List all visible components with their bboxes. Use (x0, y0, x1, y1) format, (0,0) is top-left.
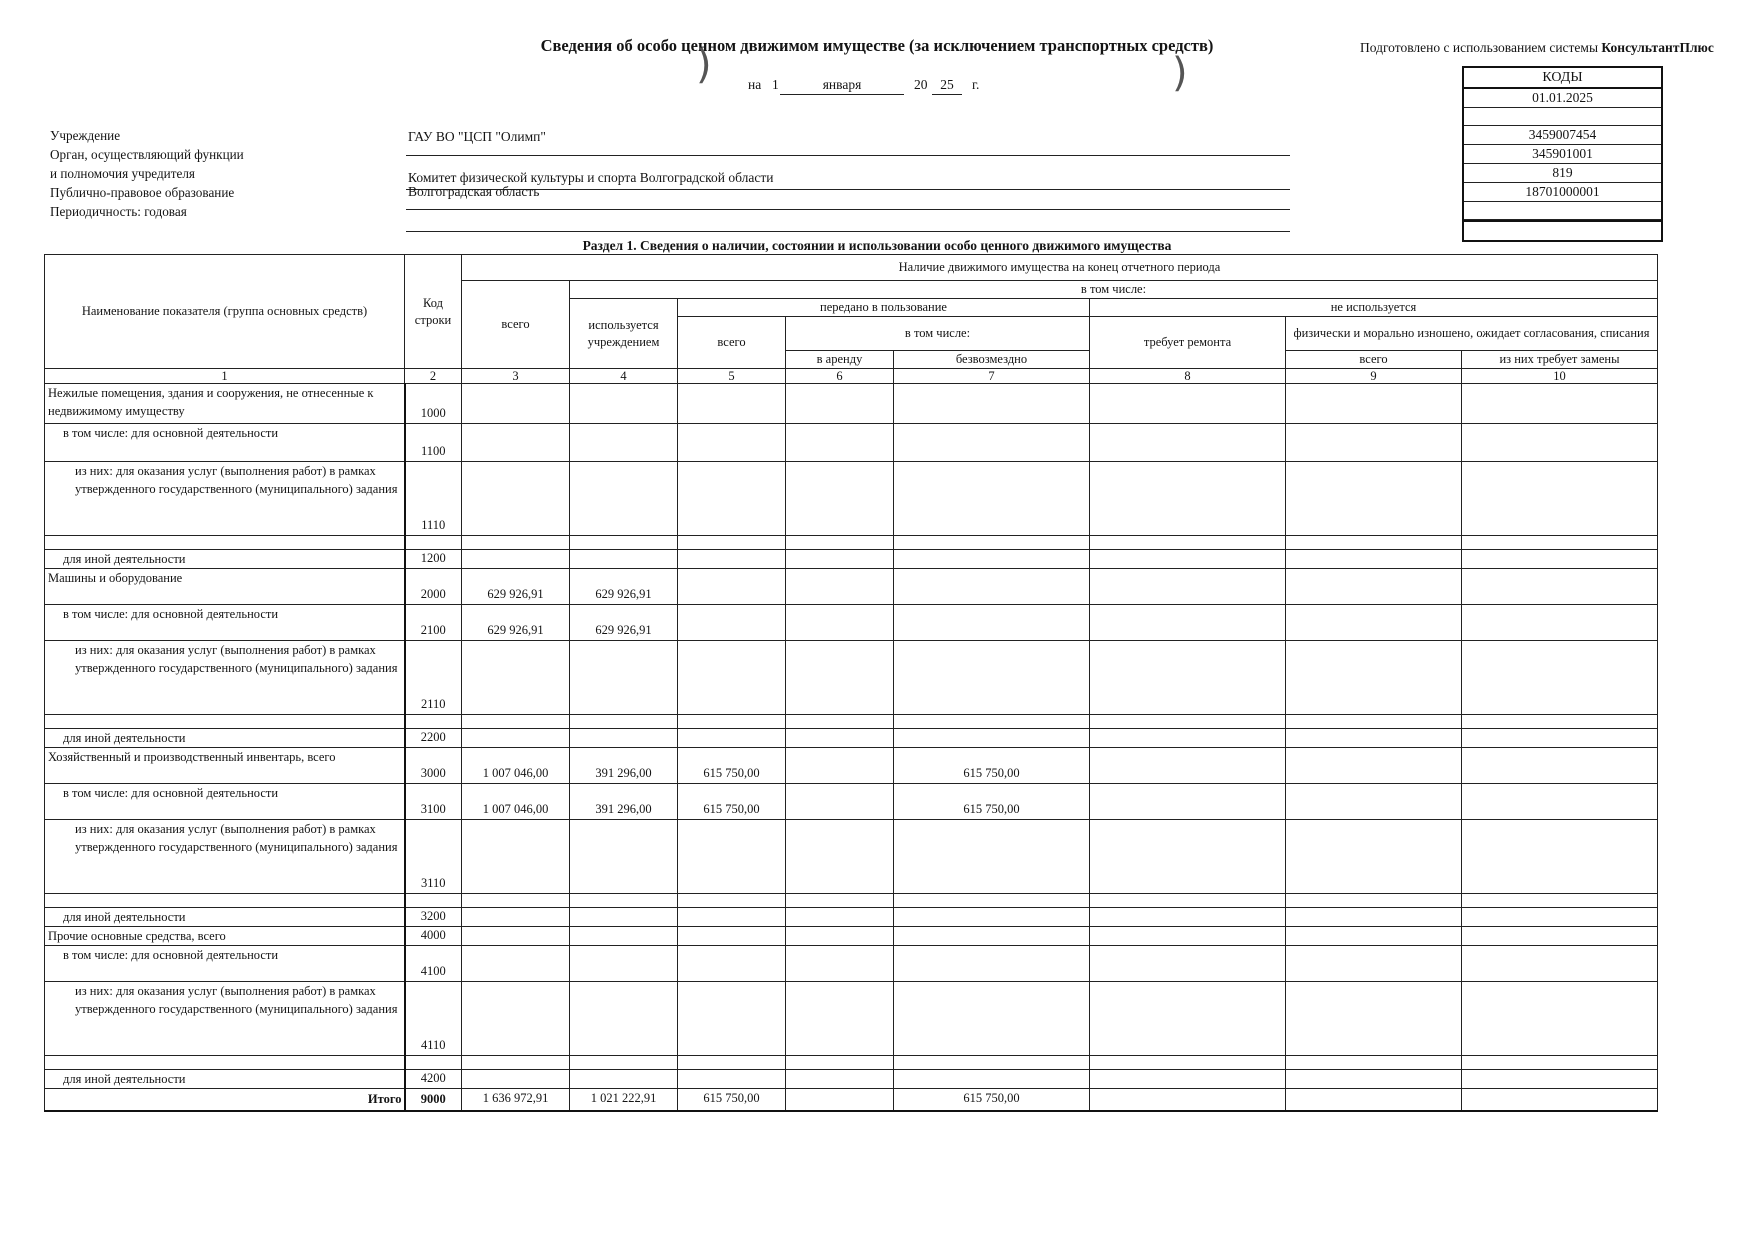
row-value (570, 384, 678, 424)
row-value: 391 296,00 (570, 784, 678, 820)
row-name: в том числе: для основной деятельности (45, 946, 405, 982)
head-tr-incl: в том числе: (786, 317, 1090, 351)
row-value (1090, 982, 1286, 1056)
row-value (678, 729, 786, 748)
row-value (1462, 715, 1658, 729)
table-row (45, 715, 1658, 729)
row-value (570, 894, 678, 908)
table-row (45, 927, 1658, 946)
row-code: 3110 (405, 820, 462, 894)
row-value (786, 715, 894, 729)
row-value (1286, 605, 1462, 641)
row-value (1462, 1056, 1658, 1070)
head-needs-repair: требует ремонта (1090, 317, 1286, 369)
row-code: 4000 (405, 927, 462, 946)
row-value (1090, 1056, 1286, 1070)
row-value (1090, 927, 1286, 946)
head-code: Код строки (405, 255, 462, 369)
row-value (678, 908, 786, 927)
row-value (462, 820, 570, 894)
row-value (786, 784, 894, 820)
row-code: 2100 (405, 605, 462, 641)
row-value (462, 424, 570, 462)
row-value (1462, 927, 1658, 946)
head-free: безвозмездно (894, 351, 1090, 369)
row-value (678, 982, 786, 1056)
code-blank-1 (1464, 108, 1661, 126)
row-value (894, 729, 1090, 748)
row-value (786, 462, 894, 536)
row-value (1462, 550, 1658, 569)
row-value (1286, 550, 1462, 569)
row-value (1462, 384, 1658, 424)
row-code: 1000 (405, 384, 462, 424)
table-row (45, 550, 1658, 569)
row-value (894, 1070, 1090, 1089)
row-value (678, 715, 786, 729)
row-name: для иной деятельности (45, 1070, 405, 1089)
row-value (894, 550, 1090, 569)
row-value (1462, 424, 1658, 462)
date-prefix: на (748, 77, 762, 92)
row-value (1286, 715, 1462, 729)
row-name: Хозяйственный и производственный инвентарь, всего (45, 748, 405, 784)
row-value (1286, 927, 1462, 946)
row-value (1286, 748, 1462, 784)
row-value (894, 569, 1090, 605)
report-title: Сведения об особо ценном движимом имуществе (за исключением транспортных средств) (540, 36, 1214, 55)
row-name (45, 894, 405, 908)
head-transferred: передано в пользование (678, 299, 1090, 317)
row-value (1462, 605, 1658, 641)
head-incl: в том числе: (570, 281, 1658, 299)
row-value (1090, 384, 1286, 424)
row-value (678, 605, 786, 641)
row-value (1286, 462, 1462, 536)
row-value (1462, 729, 1658, 748)
row-value (786, 536, 894, 550)
row-value: 391 296,00 (570, 748, 678, 784)
code-inn: 3459007454 (1464, 126, 1661, 145)
row-name (45, 1056, 405, 1070)
head-worn: физически и морально изношено, ожидает согласования, списания (1286, 317, 1658, 351)
institution-value: ГАУ ВО "ЦСП "Олимп" (408, 129, 546, 144)
row-value (786, 1070, 894, 1089)
col-number: 2 (405, 369, 462, 384)
row-value (1462, 784, 1658, 820)
ppo-value: Волгоградская область (408, 184, 540, 199)
row-code: 4100 (405, 946, 462, 982)
code-blank-2 (1464, 202, 1661, 220)
col-number: 4 (570, 369, 678, 384)
row-value (1090, 715, 1286, 729)
table-row (45, 894, 1658, 908)
row-code: 3000 (405, 748, 462, 784)
row-code: 2000 (405, 569, 462, 605)
row-value (462, 982, 570, 1056)
row-name: из них: для оказания услуг (выполнения работ) в рамках утвержденного государственного (муниципального) задания (45, 820, 405, 894)
row-value (894, 715, 1090, 729)
total-value (1090, 1089, 1286, 1111)
row-value: 615 750,00 (894, 784, 1090, 820)
row-value (1462, 569, 1658, 605)
table-row (45, 982, 1658, 1056)
row-value (570, 550, 678, 569)
row-value (462, 715, 570, 729)
row-name: в том числе: для основной деятельности (45, 424, 405, 462)
row-code (405, 715, 462, 729)
row-value (570, 820, 678, 894)
row-name (45, 536, 405, 550)
row-value (894, 1056, 1090, 1070)
date-day: 1 (772, 77, 779, 92)
row-value (570, 641, 678, 715)
row-value (1462, 908, 1658, 927)
row-value (894, 982, 1090, 1056)
row-code: 1110 (405, 462, 462, 536)
row-value: 629 926,91 (462, 569, 570, 605)
row-value (1090, 946, 1286, 982)
row-value (678, 569, 786, 605)
row-value (1090, 1070, 1286, 1089)
row-name (45, 715, 405, 729)
row-value (1090, 462, 1286, 536)
row-code: 4200 (405, 1070, 462, 1089)
row-value (462, 927, 570, 946)
institution-underline (406, 155, 1290, 156)
row-value (1286, 908, 1462, 927)
row-name: для иной деятельности (45, 729, 405, 748)
row-name: из них: для оказания услуг (выполнения работ) в рамках утвержденного государственного (муниципального) задания (45, 982, 405, 1056)
table-row (45, 1070, 1658, 1089)
row-value (1286, 641, 1462, 715)
table-row (45, 908, 1658, 927)
col-number: 9 (1286, 369, 1462, 384)
founder-value: Комитет физической культуры и спорта Волгоградской области (408, 170, 774, 185)
row-value (894, 384, 1090, 424)
section-title: Раздел 1. Сведения о наличии, состоянии и использовании особо ценного движимого имущества (582, 238, 1172, 253)
table-row (45, 424, 1658, 462)
codes-header: КОДЫ (1464, 68, 1661, 89)
row-value (1090, 605, 1286, 641)
row-value (894, 641, 1090, 715)
row-value (1090, 908, 1286, 927)
table-row (45, 729, 1658, 748)
row-code: 2200 (405, 729, 462, 748)
row-value (894, 536, 1090, 550)
row-value (570, 908, 678, 927)
date-year: 25 (932, 77, 962, 95)
row-value (786, 1056, 894, 1070)
row-value (894, 927, 1090, 946)
pen-mark-right: ) (1172, 50, 1188, 96)
row-name: Нежилые помещения, здания и сооружения, не отнесенные к недвижимому имуществу (45, 384, 405, 424)
row-value (1462, 820, 1658, 894)
row-code (405, 536, 462, 550)
row-value (1090, 820, 1286, 894)
row-value (570, 715, 678, 729)
total-value: 615 750,00 (678, 1089, 786, 1111)
periodicity-underline (406, 231, 1290, 232)
col-number: 6 (786, 369, 894, 384)
row-value (786, 641, 894, 715)
table-row (45, 1056, 1658, 1070)
row-value (462, 550, 570, 569)
row-value (1090, 641, 1286, 715)
row-value (1462, 462, 1658, 536)
row-value (1462, 1070, 1658, 1089)
row-value (570, 946, 678, 982)
founder-label-2: и полномочия учредителя (50, 166, 195, 181)
total-value (1286, 1089, 1462, 1111)
row-value: 615 750,00 (678, 784, 786, 820)
row-value (1286, 784, 1462, 820)
table-row (45, 784, 1658, 820)
row-value (1286, 982, 1462, 1056)
row-value (570, 1056, 678, 1070)
row-value (1462, 982, 1658, 1056)
table-row (45, 748, 1658, 784)
codes-box (1462, 66, 1663, 242)
row-value (462, 462, 570, 536)
row-name: для иной деятельности (45, 550, 405, 569)
row-value (786, 729, 894, 748)
row-value (1090, 424, 1286, 462)
row-value (894, 894, 1090, 908)
row-value (462, 908, 570, 927)
row-value (678, 927, 786, 946)
row-value (462, 1070, 570, 1089)
col-number: 10 (1462, 369, 1658, 384)
row-value (894, 908, 1090, 927)
row-value (786, 982, 894, 1056)
row-name: в том числе: для основной деятельности (45, 784, 405, 820)
row-value (894, 820, 1090, 894)
head-not-used: не используется (1090, 299, 1658, 317)
row-value (894, 462, 1090, 536)
row-code: 1200 (405, 550, 462, 569)
row-value (894, 424, 1090, 462)
row-value (1286, 946, 1462, 982)
row-value (1090, 748, 1286, 784)
row-value (570, 729, 678, 748)
row-value (1090, 784, 1286, 820)
row-code: 3100 (405, 784, 462, 820)
property-table (44, 254, 1658, 1112)
row-value (1462, 946, 1658, 982)
col-number: 1 (45, 369, 405, 384)
row-value (1286, 820, 1462, 894)
periodicity-label: Периодичность: годовая (50, 204, 187, 219)
row-code (405, 1056, 462, 1070)
table-row (45, 462, 1658, 536)
row-value: 629 926,91 (570, 569, 678, 605)
total-value: 1 021 222,91 (570, 1089, 678, 1111)
row-value (894, 946, 1090, 982)
row-value (1286, 424, 1462, 462)
row-code: 3200 (405, 908, 462, 927)
row-value (678, 462, 786, 536)
row-code (405, 894, 462, 908)
row-value (462, 946, 570, 982)
consultant-prefix: Подготовлено с использованием системы (1360, 40, 1602, 55)
row-value (1090, 894, 1286, 908)
row-value (462, 1056, 570, 1070)
table-row (45, 605, 1658, 641)
row-value (462, 536, 570, 550)
row-value (1286, 536, 1462, 550)
row-value (1286, 1056, 1462, 1070)
total-code: 9000 (405, 1089, 462, 1111)
code-oktmo: 18701000001 (1464, 183, 1661, 202)
row-value (786, 908, 894, 927)
row-value (1462, 894, 1658, 908)
pen-mark-left: ) (696, 42, 712, 88)
head-worn-replace: из них требует замены (1462, 351, 1658, 369)
table-row (45, 384, 1658, 424)
institution-label: Учреждение (50, 128, 121, 143)
row-value (570, 462, 678, 536)
head-used: используется учреждением (570, 299, 678, 369)
row-value (462, 641, 570, 715)
row-value (678, 1056, 786, 1070)
total-value: 1 636 972,91 (462, 1089, 570, 1111)
row-name: из них: для оказания услуг (выполнения работ) в рамках утвержденного государственного (муниципального) задания (45, 641, 405, 715)
consultant-note (1360, 40, 1714, 56)
row-value (678, 424, 786, 462)
row-value (786, 605, 894, 641)
table-row (45, 641, 1658, 715)
row-value (786, 384, 894, 424)
col-number: 3 (462, 369, 570, 384)
row-value (1286, 894, 1462, 908)
head-name: Наименование показателя (группа основных средств) (45, 255, 405, 369)
row-value (786, 569, 894, 605)
row-value: 615 750,00 (678, 748, 786, 784)
founder-label-1: Орган, осуществляющий функции (50, 147, 244, 162)
row-value (678, 384, 786, 424)
row-value (678, 1070, 786, 1089)
row-code: 4110 (405, 982, 462, 1056)
row-value (1286, 384, 1462, 424)
table-row (45, 569, 1658, 605)
date-suffix: г. (972, 77, 980, 92)
row-value (1286, 1070, 1462, 1089)
total-label: Итого (45, 1089, 405, 1111)
row-value (1462, 748, 1658, 784)
row-value (786, 424, 894, 462)
total-row (45, 1089, 1658, 1111)
row-value (786, 927, 894, 946)
row-code: 1100 (405, 424, 462, 462)
total-value (786, 1089, 894, 1111)
row-name: из них: для оказания услуг (выполнения работ) в рамках утвержденного государственного (муниципального) задания (45, 462, 405, 536)
row-value (570, 424, 678, 462)
col-number: 7 (894, 369, 1090, 384)
row-value: 629 926,91 (462, 605, 570, 641)
row-value (678, 536, 786, 550)
row-value (786, 820, 894, 894)
row-value (678, 894, 786, 908)
row-value (1090, 536, 1286, 550)
row-value: 615 750,00 (894, 748, 1090, 784)
code-date: 01.01.2025 (1464, 89, 1661, 108)
row-value (462, 894, 570, 908)
row-value (786, 748, 894, 784)
head-worn-total: всего (1286, 351, 1462, 369)
row-name: для иной деятельности (45, 908, 405, 927)
row-value: 1 007 046,00 (462, 748, 570, 784)
row-value (786, 946, 894, 982)
row-value (1462, 536, 1658, 550)
code-glava: 819 (1464, 164, 1661, 183)
table-row (45, 946, 1658, 982)
row-name: Машины и оборудование (45, 569, 405, 605)
total-value: 615 750,00 (894, 1089, 1090, 1111)
row-name: Прочие основные средства, всего (45, 927, 405, 946)
row-value (678, 550, 786, 569)
row-value (894, 605, 1090, 641)
col-number: 8 (1090, 369, 1286, 384)
ppo-underline (406, 209, 1290, 210)
col-number: 5 (678, 369, 786, 384)
row-value (678, 820, 786, 894)
ppo-label: Публично-правовое образование (50, 185, 235, 200)
row-value (1090, 569, 1286, 605)
row-value (678, 641, 786, 715)
head-availability: Наличие движимого имущества на конец отчетного периода (462, 255, 1658, 281)
table-row (45, 536, 1658, 550)
head-rent: в аренду (786, 351, 894, 369)
date-year-prefix: 20 (914, 77, 928, 92)
head-total: всего (462, 281, 570, 369)
total-value (1462, 1089, 1658, 1111)
row-value (462, 384, 570, 424)
row-value: 629 926,91 (570, 605, 678, 641)
row-value (678, 946, 786, 982)
row-value (462, 729, 570, 748)
row-value (786, 550, 894, 569)
row-value: 1 007 046,00 (462, 784, 570, 820)
row-value (570, 982, 678, 1056)
code-kpp: 345901001 (1464, 145, 1661, 164)
row-value (1090, 550, 1286, 569)
row-value (1090, 729, 1286, 748)
row-value (786, 894, 894, 908)
row-value (1286, 569, 1462, 605)
row-value (1286, 729, 1462, 748)
row-value (570, 536, 678, 550)
row-name: в том числе: для основной деятельности (45, 605, 405, 641)
row-value (570, 1070, 678, 1089)
row-value (570, 927, 678, 946)
date-month: января (780, 77, 904, 95)
consultant-brand: КонсультантПлюс (1601, 40, 1714, 55)
head-tr-total: всего (678, 317, 786, 369)
row-code: 2110 (405, 641, 462, 715)
row-value (1462, 641, 1658, 715)
table-row (45, 820, 1658, 894)
